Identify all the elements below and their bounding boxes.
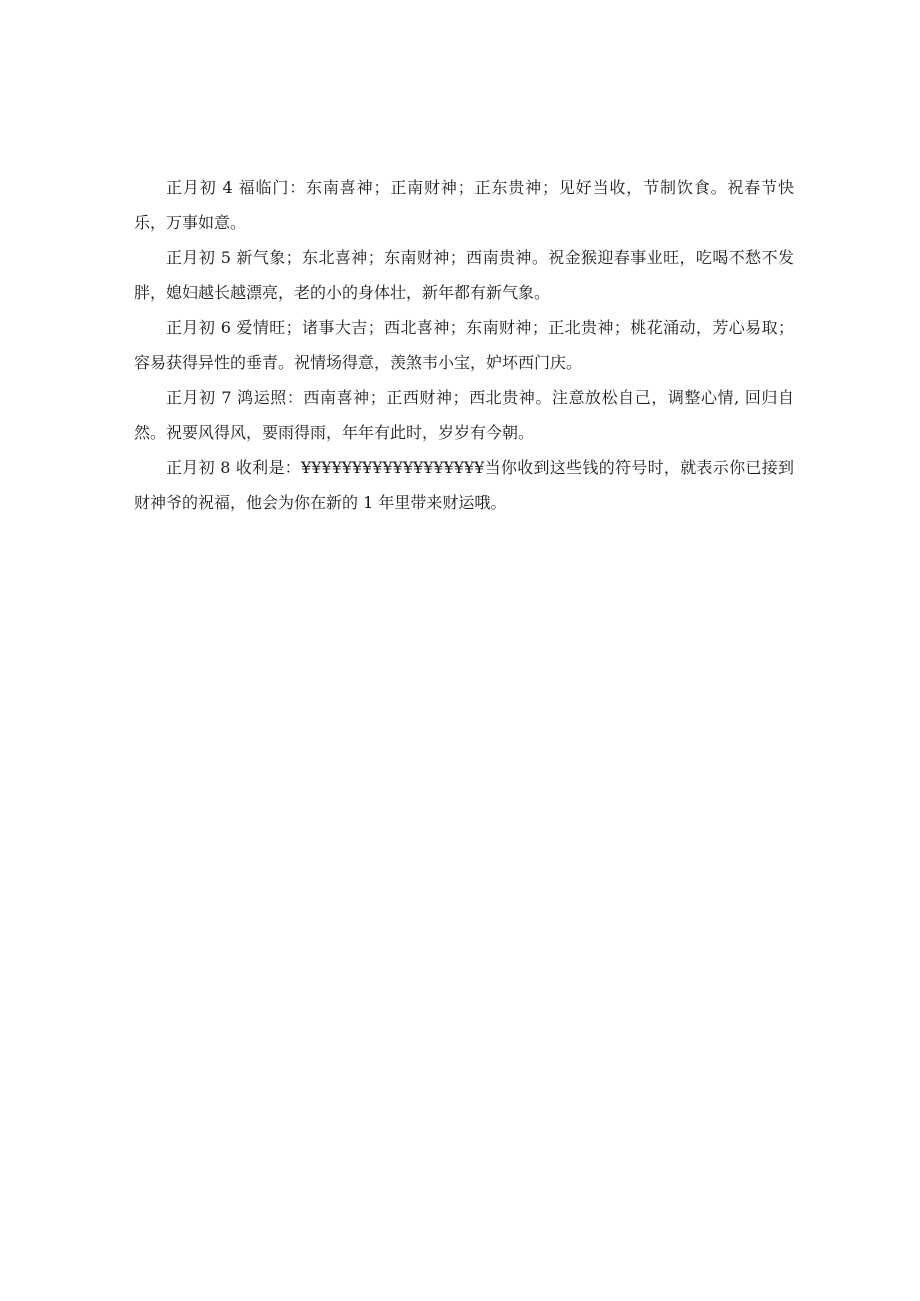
document-body — [134, 170, 794, 520]
paragraph-day-5: 正月初 5 新气象；东北喜神；东南财神；西南贵神。祝金猴迎春事业旺，吃喝不愁不发胖，媳妇越长越漂亮，老的小的身体壮，新年都有新气象。 — [134, 248, 794, 302]
paragraph-day-4: 正月初 4 福临门：东南喜神；正南财神；正东贵神；见好当收，节制饮食。祝春节快乐，万事如意。 — [134, 178, 794, 232]
paragraph-day-7: 正月初 7 鸿运照：西南喜神；正西财神；西北贵神。注意放松自己，调整心情, 回归自然。祝要风得风，要雨得雨，年年有此时，岁岁有今朝。 — [134, 388, 794, 442]
paragraph-day-8: 正月初 8 收利是：¥¥¥¥¥¥¥¥¥¥¥¥¥¥¥¥¥¥当你收到这些钱的符号时，就表示你已接到财神爷的祝福，他会为你在新的 1 年里带来财运哦。 — [134, 458, 794, 512]
paragraph-day-6: 正月初 6 爱情旺；诸事大吉；西北喜神；东南财神；正北贵神；桃花涌动，芳心易取；容易获得异性的垂青。祝情场得意，羡煞韦小宝，妒坏西门庆。 — [134, 318, 794, 372]
